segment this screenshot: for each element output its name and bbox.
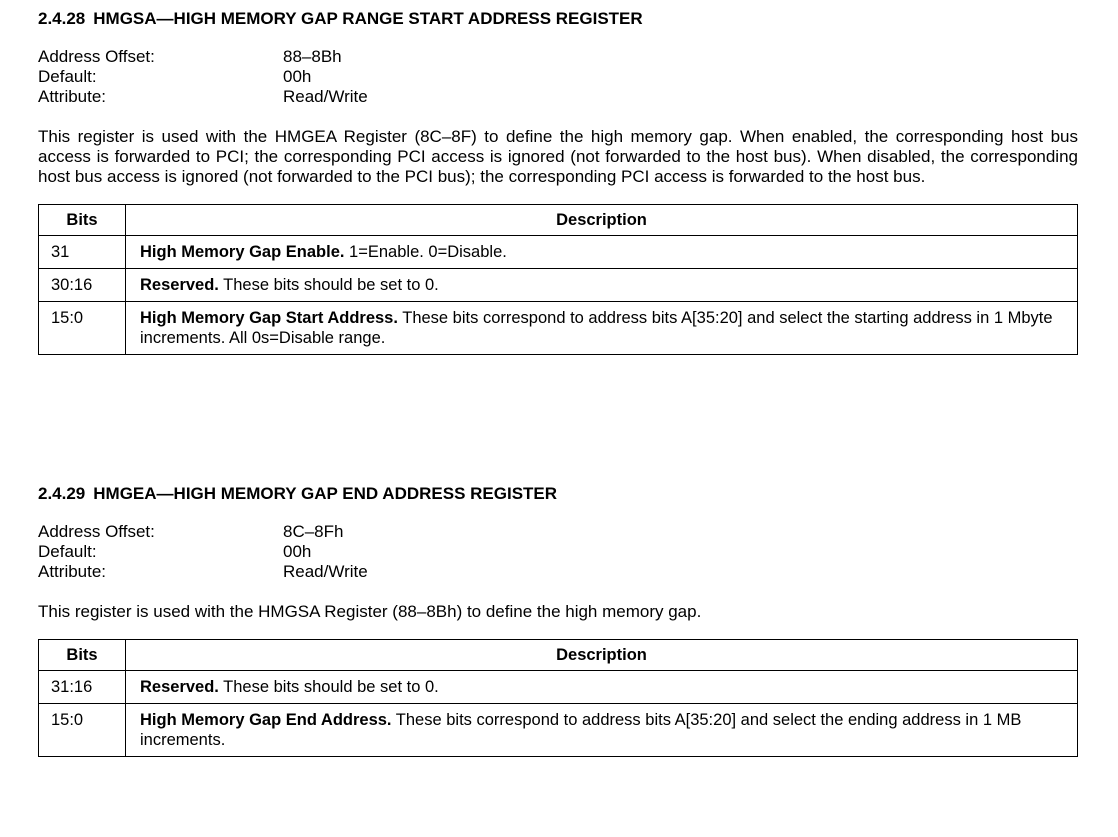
attribute-row — [38, 87, 1078, 107]
description-cell — [126, 704, 1078, 757]
section-number: 2.4.29 — [38, 484, 86, 503]
attribute-row — [38, 67, 1078, 87]
table-row — [39, 269, 1078, 302]
attribute-value: 88–8Bh — [283, 47, 342, 66]
attribute-row — [38, 542, 1078, 562]
attribute-row — [38, 562, 1078, 582]
field-text: 1=Enable. 0=Disable. — [344, 243, 507, 261]
register-description: This register is used with the HMGEA Register (8C–8F) to define the high memory gap. When enabled, the corresponding host bus access is forwarded to PCI; the corresponding PCI access is ignored (not forwarded to the host bus). When disabled, the corresponding host bus access is ignored (not forwarded to the PCI bus); the corresponding PCI access is forwarded to the host bus. — [38, 127, 1078, 186]
bits-cell: 30:16 — [39, 269, 126, 302]
table-header-row — [39, 205, 1078, 236]
field-name: High Memory Gap End Address. — [140, 711, 392, 729]
column-header-description: Description — [126, 640, 1078, 671]
attribute-label: Default: — [38, 67, 97, 86]
column-header-bits: Bits — [39, 640, 126, 671]
section-hmgsa — [38, 9, 1078, 355]
attribute-label: Attribute: — [38, 562, 107, 581]
field-name: High Memory Gap Start Address. — [140, 309, 398, 327]
column-header-description: Description — [126, 205, 1078, 236]
attribute-value: Read/Write — [283, 87, 368, 106]
attribute-label: Default: — [38, 542, 97, 561]
field-name: High Memory Gap Enable. — [140, 243, 345, 261]
field-name: Reserved. — [140, 678, 219, 696]
description-cell — [126, 269, 1078, 302]
section-heading — [38, 484, 1078, 504]
field-text: These bits correspond to address bits A[35:20] and select the ending address in 1 MB increments. — [140, 711, 1022, 749]
attribute-value: 00h — [283, 542, 312, 561]
field-text: These bits correspond to address bits A[35:20] and select the starting address in 1 Mbyte increments. All 0s=Disable range. — [140, 309, 1053, 347]
table-row — [39, 302, 1078, 355]
description-cell — [126, 302, 1078, 355]
section-title: HMGEA—HIGH MEMORY GAP END ADDRESS REGISTER — [93, 484, 558, 503]
bit-description-table — [38, 204, 1078, 355]
description-cell — [126, 671, 1078, 704]
attribute-value: 8C–8Fh — [283, 522, 344, 541]
attribute-label: Address Offset: — [38, 522, 155, 541]
description-cell — [126, 236, 1078, 269]
attribute-value: Read/Write — [283, 562, 368, 581]
section-hmgea — [38, 484, 1078, 757]
attribute-row — [38, 47, 1078, 67]
register-attributes — [38, 47, 1078, 107]
attribute-value: 00h — [283, 67, 312, 86]
column-header-bits: Bits — [39, 205, 126, 236]
table-row — [39, 704, 1078, 757]
bits-cell: 15:0 — [39, 704, 126, 757]
section-title: HMGSA—HIGH MEMORY GAP RANGE START ADDRESS REGISTER — [93, 9, 643, 28]
section-heading — [38, 9, 1078, 29]
field-text: These bits should be set to 0. — [218, 276, 439, 294]
register-attributes — [38, 522, 1078, 582]
table-header-row — [39, 640, 1078, 671]
attribute-row — [38, 522, 1078, 542]
table-row — [39, 236, 1078, 269]
section-number: 2.4.28 — [38, 9, 86, 28]
attribute-label: Address Offset: — [38, 47, 155, 66]
bit-description-table — [38, 639, 1078, 757]
bits-cell: 31 — [39, 236, 126, 269]
attribute-label: Attribute: — [38, 87, 107, 106]
bits-cell: 31:16 — [39, 671, 126, 704]
register-description: This register is used with the HMGSA Register (88–8Bh) to define the high memory gap. — [38, 602, 702, 621]
table-row — [39, 671, 1078, 704]
field-text: These bits should be set to 0. — [218, 678, 439, 696]
bits-cell: 15:0 — [39, 302, 126, 355]
field-name: Reserved. — [140, 276, 219, 294]
